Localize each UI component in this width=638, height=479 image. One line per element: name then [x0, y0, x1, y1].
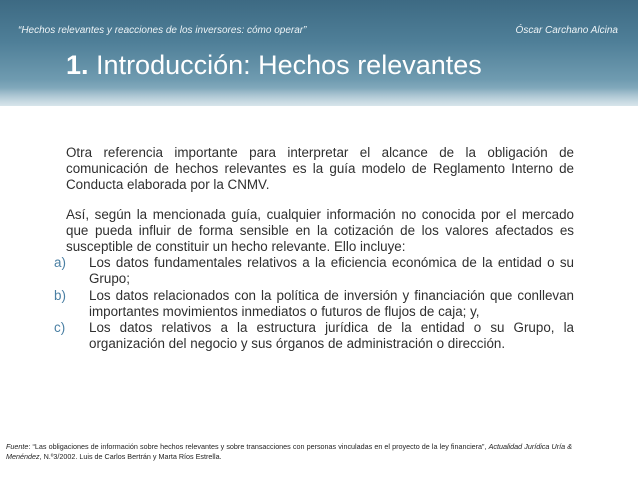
header-author: Óscar Carchano Alcina [515, 25, 618, 36]
list-item-text: Los datos relativos a la estructura jurídica de la entidad o su Grupo, la organización del negocio y sus órganos de administración o dirección. [89, 320, 574, 352]
source-text-2: , N.º3/2002. Luis de Carlos Bertrán y Marta Ríos Estrella. [39, 452, 222, 461]
source-journal: Actualidad Jurídica Uría & Menéndez [6, 442, 572, 461]
list-item-text: Los datos fundamentales relativos a la eficiencia económica de la entidad o su Grupo; [89, 255, 574, 287]
slide-title-text: Introducción: Hechos relevantes [96, 50, 482, 80]
header-presentation-title: “Hechos relevantes y reacciones de los inversores: cómo operar” [18, 25, 307, 36]
list-item-marker: a) [54, 255, 66, 271]
list-item-marker: b) [54, 287, 66, 303]
list-item [54, 320, 574, 352]
list-item-marker: c) [54, 320, 66, 336]
slide-title-number: 1. [66, 50, 89, 80]
source-citation [6, 442, 572, 462]
slide-title [66, 50, 482, 81]
list-item [54, 288, 574, 320]
relevant-facts-list [54, 255, 574, 352]
list-item [54, 255, 574, 287]
slide-body [54, 145, 574, 352]
paragraph-cnmv-guide: Otra referencia importante para interpretar el alcance de la obligación de comunicación de hechos relevantes es la guía modelo de Reglamento Interno de Conducta elaborada por la CNMV. [66, 145, 574, 193]
list-item-text: Los datos relacionados con la política de inversión y financiación que conllevan importantes movimientos inmediatos o futuros de flujos de caja; y, [89, 287, 574, 319]
paragraph-relevant-fact-definition: Así, según la mencionada guía, cualquier información no conocida por el mercado que pueda influir de forma sensible en la cotización de los valores afectados es susceptible de constituir un hecho relevante. Ello incluye: [66, 206, 574, 255]
source-label: Fuente [6, 442, 29, 451]
source-text-1: : “Las obligaciones de información sobre hechos relevantes y sobre transacciones con personas vinculadas en el proyecto de la ley financiera”, [28, 442, 489, 451]
